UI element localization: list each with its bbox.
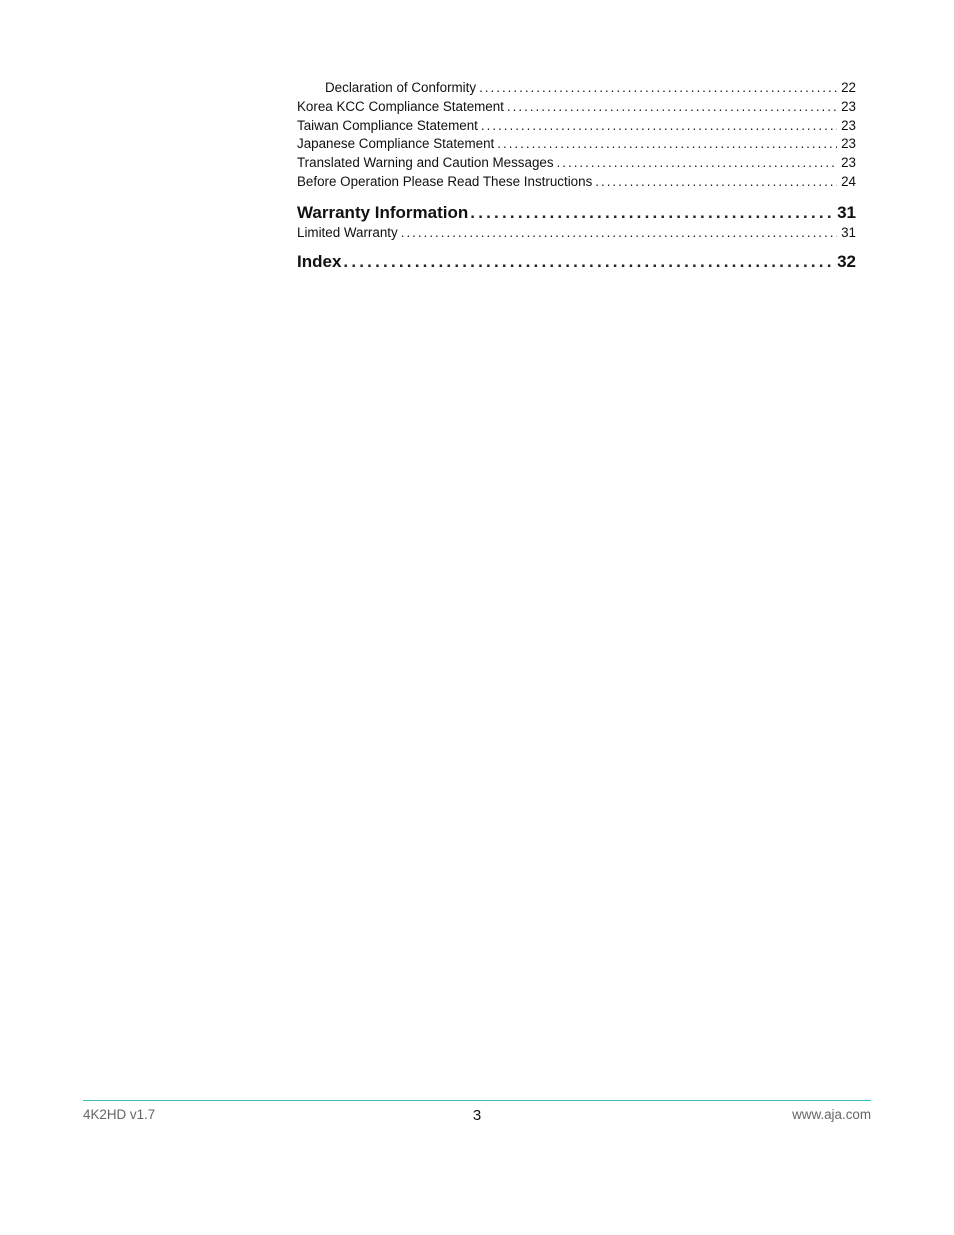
toc-entry-limited-warranty[interactable]: [297, 224, 856, 243]
toc-entry-translated-warnings[interactable]: [297, 154, 856, 173]
toc-entry-title: Limited Warranty: [297, 224, 398, 240]
toc-section-warranty-information[interactable]: [297, 202, 856, 224]
toc-entry-before-operation[interactable]: [297, 173, 856, 192]
toc-entry-title: Japanese Compliance Statement: [297, 136, 495, 152]
toc-entry-page: 23: [841, 155, 856, 171]
toc-entry-title: Korea KCC Compliance Statement: [297, 98, 504, 114]
toc-entry-taiwan-compliance[interactable]: [297, 117, 856, 136]
toc-entry-page: 31: [841, 224, 856, 240]
toc-entry-page: 22: [841, 80, 856, 95]
toc-dot-leader: [343, 251, 835, 273]
toc-entry-page: 24: [841, 173, 856, 189]
toc-dot-leader: [481, 117, 837, 136]
toc-entry-page: 23: [841, 117, 856, 133]
toc-section-title: Warranty Information: [297, 202, 469, 222]
toc-section-page: 32: [837, 251, 856, 271]
toc-entry-title: Declaration of Conformity: [325, 80, 477, 95]
table-of-contents: [297, 79, 856, 273]
toc-section-title: Index: [297, 251, 342, 271]
toc-dot-leader: [470, 202, 835, 224]
toc-entry-page: 23: [841, 136, 856, 152]
toc-section-index[interactable]: [297, 251, 856, 273]
toc-dot-leader: [595, 173, 837, 192]
toc-dot-leader: [507, 98, 837, 117]
toc-dot-leader: [557, 154, 837, 173]
footer-page-number: 3: [472, 1107, 482, 1124]
toc-dot-leader: [497, 135, 837, 154]
toc-dot-leader: [401, 224, 837, 243]
footer-product-version: 4K2HD v1.7: [83, 1107, 156, 1122]
toc-entry-title: Before Operation Please Read These Instructions: [297, 173, 593, 189]
toc-entry-page: 23: [841, 98, 856, 114]
footer-divider: [83, 1100, 871, 1101]
toc-entry-title: Translated Warning and Caution Messages: [297, 155, 554, 171]
toc-entry-korea-kcc[interactable]: [297, 98, 856, 117]
toc-entry-title: Taiwan Compliance Statement: [297, 117, 478, 133]
footer-website-link[interactable]: www.aja.com: [792, 1107, 871, 1122]
toc-entry-japanese-compliance[interactable]: [297, 135, 856, 154]
toc-section-page: 31: [837, 202, 856, 222]
toc-dot-leader: [479, 79, 837, 98]
toc-entry-declaration-of-conformity[interactable]: [297, 79, 856, 98]
